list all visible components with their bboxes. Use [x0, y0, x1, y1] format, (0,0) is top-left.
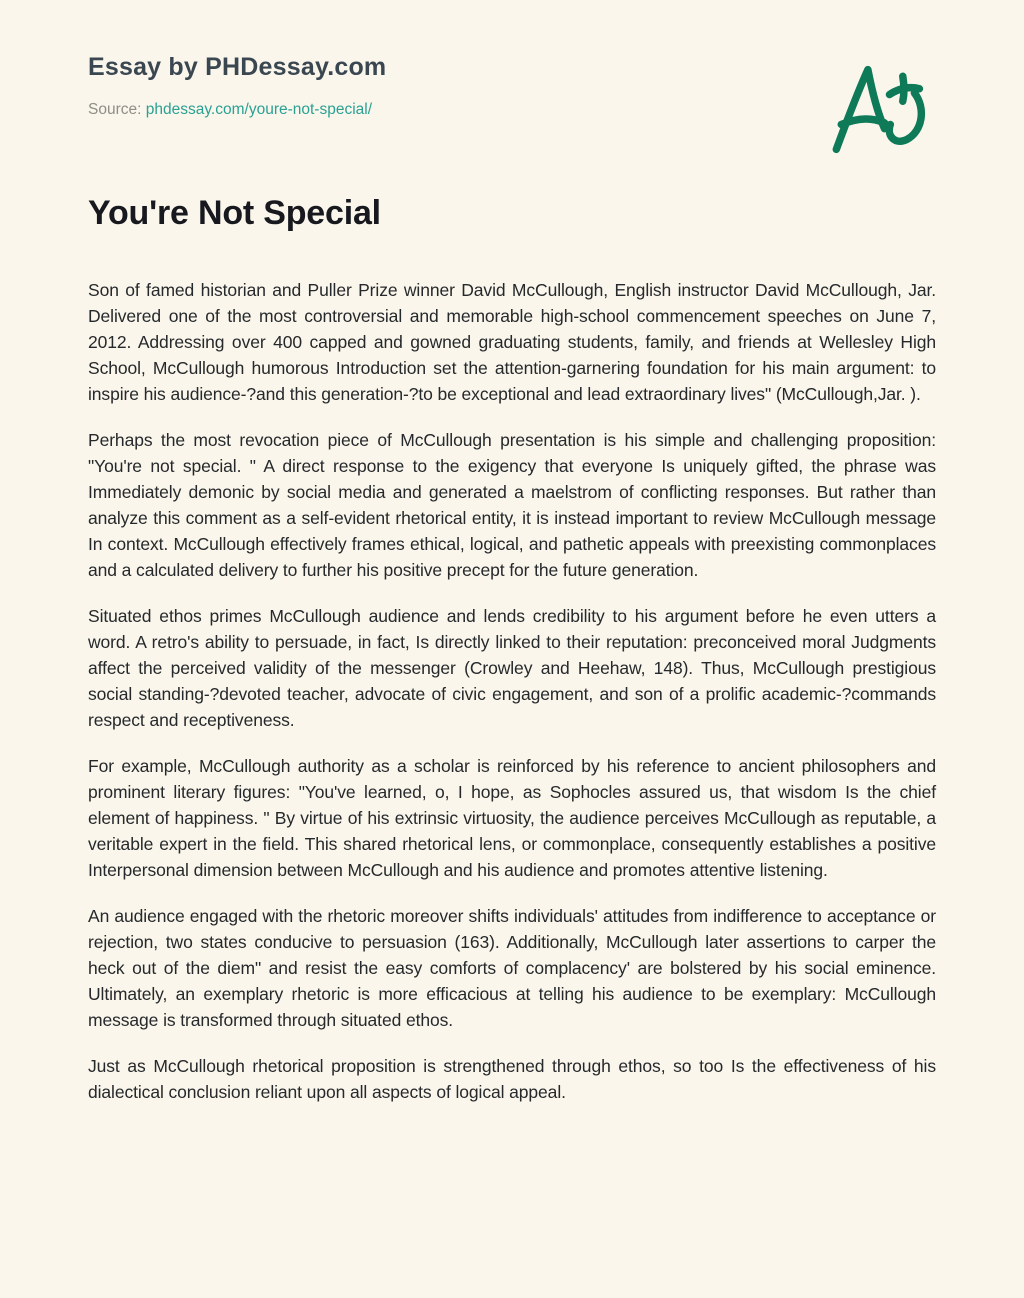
source-label: Source:: [88, 101, 142, 118]
site-title: Essay by PHDessay.com: [88, 53, 387, 81]
paragraph-4: For example, McCullough authority as a scholar is reinforced by his reference to ancient philosophers and prominent literary figures: "You've learned, o, I hope, as Sophocles assured us, that wisdom Is the chief element of happiness. " By virtue of his extrinsic virtuosity, the audience perceives McCullough as reputable, a veritable expert in the field. This shared rhetorical lens, or commonplace, consequently establishes a positive Interpersonal dimension between McCullough and his audience and promotes attentive listening.: [88, 756, 936, 880]
a-plus-logo-svg: [828, 56, 936, 168]
source-line: [88, 100, 936, 120]
essay-title: You're Not Special: [88, 194, 381, 232]
clipped-last-paragraph: [88, 1053, 936, 1102]
essay-body: [88, 277, 936, 1102]
paragraph-2: Perhaps the most revocation piece of McCullough presentation is his simple and challenging proposition: "You're not special. " A direct response to the exigency that everyone Is uniquely gifted, the phrase was Immediately demonic by social media and generated a maelstrom of conflicting responses. But rather than analyze this comment as a self-evident rhetorical entity, it is instead important to review McCullough message In context. McCullough effectively frames ethical, logical, and pathetic appeals with preexisting commonplaces and a calculated delivery to further his positive precept for the future generation.: [88, 430, 936, 580]
paragraph-3: Situated ethos primes McCullough audience and lends credibility to his argument before he even utters a word. A retro's ability to persuade, in fact, Is directly linked to their reputation: preconceived moral Judgments affect the perceived validity of the messenger (Crowley and Heehaw, 148). Thus, McCullough prestigious social standing-?devoted teacher, advocate of civic engagement, and son of a prolific academic-?commands respect and receptiveness.: [88, 606, 936, 730]
page-header: [88, 52, 936, 120]
header-text: [88, 52, 936, 120]
paragraph-6: Just as McCullough rhetorical proposition is strengthened through ethos, so too Is the effectiveness of his dialectical conclusion reliant upon all aspects of logical appeal.: [88, 1056, 936, 1102]
paragraph-1: Son of famed historian and Puller Prize winner David McCullough, English instructor David McCullough, Jar. Delivered one of the most controversial and memorable high-school commencement speeches on June 7, 2012. Addressing over 400 capped and gowned graduating students, family, and friends at Wellesley High School, McCullough humorous Introduction set the attention-garnering foundation for his main argument: to inspire his audience-?and this generation-?to be exceptional and lead extraordinary lives" (McCullough,Jar. ).: [88, 280, 936, 404]
paragraph-5: An audience engaged with the rhetoric moreover shifts individuals' attitudes from indifference to acceptance or rejection, two states conducive to persuasion (163). Additionally, McCullough later assertions to carper the heck out of the diem" and resist the easy comforts of complacency' are bolstered by his social eminence. Ultimately, an exemplary rhetoric is more efficacious at telling his audience to be exemplary: McCullough message is transformed through situated ethos.: [88, 906, 936, 1030]
source-link[interactable]: phdessay.com/youre-not-special/: [145, 101, 373, 118]
a-plus-logo-icon: [828, 56, 936, 168]
